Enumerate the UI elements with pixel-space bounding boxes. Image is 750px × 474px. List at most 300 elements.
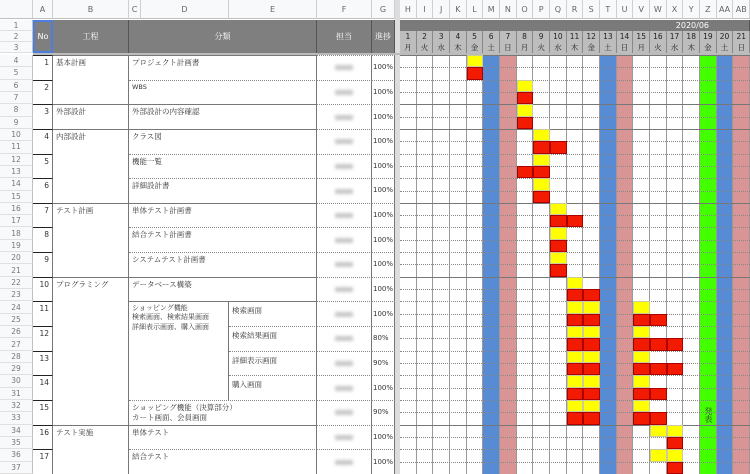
assignee-redacted <box>335 312 353 317</box>
actual-bar <box>533 166 550 178</box>
row-header-14[interactable]: 14 <box>0 178 33 190</box>
row-header-28[interactable]: 28 <box>0 351 33 363</box>
row-header-2[interactable]: 2 <box>0 31 33 42</box>
gantt-row-line <box>400 252 750 253</box>
row-header-17[interactable]: 17 <box>0 215 33 227</box>
gantt-row-mid-line <box>400 191 750 192</box>
day-number: 14 <box>617 31 634 42</box>
corner-cell[interactable] <box>0 0 33 19</box>
column-header-I[interactable]: I <box>417 0 434 19</box>
assignee-cell <box>317 154 372 179</box>
process-cell <box>53 326 129 351</box>
assignee-cell <box>317 449 372 474</box>
row-header-7[interactable]: 7 <box>0 92 33 104</box>
task-no: 12 <box>33 326 53 351</box>
subcategory-cell: 詳細表示画面 <box>229 351 317 376</box>
process-cell <box>53 227 129 252</box>
assignee-cell <box>317 425 372 450</box>
assignee-redacted <box>335 139 353 144</box>
weekday-label: 日 <box>500 42 517 53</box>
assignee-redacted <box>335 336 353 341</box>
gantt-row-line <box>400 203 750 204</box>
row-header-30[interactable]: 30 <box>0 375 33 387</box>
category-cell: クラス図 <box>129 129 317 154</box>
category-cell: システムテスト計画書 <box>129 252 317 277</box>
actual-bar <box>583 388 600 400</box>
assignee-redacted <box>335 435 353 440</box>
plan-bar <box>533 154 550 166</box>
day-number: 12 <box>583 31 600 42</box>
row-header-36[interactable]: 36 <box>0 449 33 461</box>
gantt-row-line <box>400 178 750 179</box>
actual-bar <box>550 215 567 227</box>
weekday-label: 月 <box>517 42 534 53</box>
subcategory-cell: 検索画面 <box>229 301 317 326</box>
header-assignee: 担当 <box>317 20 372 53</box>
gantt-row-mid-line <box>400 240 750 241</box>
task-no: 4 <box>33 129 53 154</box>
plan-bar <box>550 203 567 215</box>
weekday-label: 土 <box>600 42 617 53</box>
assignee-redacted <box>335 287 353 292</box>
plan-bar <box>583 301 600 313</box>
progress-cell: 100% <box>372 55 395 80</box>
day-number: 6 <box>483 31 500 42</box>
column-header-AB[interactable]: AB <box>733 0 750 19</box>
column-header-G[interactable]: G <box>372 0 395 19</box>
actual-bar <box>583 338 600 350</box>
column-header-L[interactable]: L <box>467 0 484 19</box>
header-progress: 進捗 <box>372 20 395 53</box>
assignee-cell <box>317 227 372 252</box>
actual-bar <box>567 388 584 400</box>
weekday-label: 木 <box>683 42 700 53</box>
day-number: 11 <box>567 31 584 42</box>
row-header-8[interactable]: 8 <box>0 104 33 116</box>
column-header-W[interactable]: W <box>650 0 667 19</box>
actual-bar <box>583 314 600 326</box>
progress-cell: 100% <box>372 203 395 228</box>
actual-bar <box>633 363 650 375</box>
task-no: 17 <box>33 449 53 474</box>
progress-cell: 100% <box>372 375 395 400</box>
progress-cell: 100% <box>372 227 395 252</box>
progress-cell: 100% <box>372 449 395 474</box>
assignee-cell <box>317 129 372 154</box>
plan-bar <box>667 449 684 461</box>
gantt-row-line <box>400 449 750 450</box>
day-number: 8 <box>517 31 534 42</box>
task-no: 5 <box>33 154 53 179</box>
actual-bar <box>650 338 667 350</box>
header-category: 分類 <box>129 20 317 53</box>
process-cell: 外部設計 <box>53 104 129 129</box>
category-cell: 結合テスト <box>129 449 317 474</box>
progress-cell: 100% <box>372 104 395 129</box>
day-number: 19 <box>700 31 717 42</box>
plan-bar <box>650 449 667 461</box>
plan-bar <box>583 400 600 412</box>
task-no: 6 <box>33 178 53 203</box>
category-cell: 外部設計の内容確認 <box>129 104 317 129</box>
progress-cell: 100% <box>372 80 395 105</box>
category-cell: 機能一覧 <box>129 154 317 179</box>
process-cell <box>53 375 129 400</box>
subcategory-cell: 検索結果画面 <box>229 326 317 351</box>
actual-bar <box>567 289 584 301</box>
plan-bar <box>633 375 650 387</box>
plan-bar <box>567 301 584 313</box>
actual-bar <box>650 388 667 400</box>
weekday-label: 金 <box>583 42 600 53</box>
actual-bar <box>667 338 684 350</box>
progress-cell: 100% <box>372 154 395 179</box>
assignee-cell <box>317 277 372 302</box>
process-cell <box>53 252 129 277</box>
day-number: 2 <box>417 31 434 42</box>
plan-bar <box>550 252 567 264</box>
row-header-29[interactable]: 29 <box>0 363 33 375</box>
actual-bar <box>633 338 650 350</box>
actual-bar <box>533 191 550 203</box>
assignee-cell <box>317 301 372 326</box>
subcategory-cell: 購入画面 <box>229 375 317 400</box>
column-header-AA[interactable]: AA <box>717 0 734 19</box>
row-header-4[interactable]: 4 <box>0 55 33 67</box>
process-cell <box>53 178 129 203</box>
plan-bar <box>533 129 550 141</box>
progress-cell: 100% <box>372 425 395 450</box>
column-header-M[interactable]: M <box>483 0 500 19</box>
weekday-label: 木 <box>567 42 584 53</box>
header-process: 工程 <box>53 20 129 53</box>
task-no: 8 <box>33 227 53 252</box>
task-no: 7 <box>33 203 53 228</box>
weekday-label: 土 <box>483 42 500 53</box>
actual-bar <box>550 141 567 153</box>
task-no: 1 <box>33 55 53 80</box>
column-header-H[interactable]: H <box>400 0 417 19</box>
day-number: 7 <box>500 31 517 42</box>
column-header-T[interactable]: T <box>600 0 617 19</box>
actual-bar <box>667 363 684 375</box>
day-number: 18 <box>683 31 700 42</box>
day-number: 17 <box>667 31 684 42</box>
plan-bar <box>517 80 534 92</box>
day-number: 21 <box>733 31 750 42</box>
task-no: 13 <box>33 351 53 376</box>
column-header-O[interactable]: O <box>517 0 534 19</box>
actual-bar <box>567 338 584 350</box>
category-cell: 結合テスト計画書 <box>129 227 317 252</box>
actual-bar <box>633 314 650 326</box>
row-header-13[interactable]: 13 <box>0 166 33 178</box>
plan-bar <box>633 400 650 412</box>
progress-cell: 90% <box>372 351 395 376</box>
assignee-cell <box>317 400 372 425</box>
process-cell <box>53 80 129 105</box>
actual-bar <box>550 240 567 252</box>
assignee-cell <box>317 326 372 351</box>
plan-bar <box>517 104 534 116</box>
assignee-redacted <box>335 189 353 194</box>
assignee-cell <box>317 375 372 400</box>
row-header-31[interactable]: 31 <box>0 388 33 400</box>
process-cell: プログラミング <box>53 277 129 302</box>
weekday-label: 火 <box>650 42 667 53</box>
actual-bar <box>650 412 667 424</box>
weekday-label: 火 <box>533 42 550 53</box>
row-header-32[interactable]: 32 <box>0 400 33 412</box>
row-header-20[interactable]: 20 <box>0 252 33 264</box>
column-header-C[interactable]: C <box>129 0 141 19</box>
row-header-10[interactable]: 10 <box>0 129 33 141</box>
assignee-redacted <box>335 213 353 218</box>
category-cell: データベース構築 <box>129 277 317 302</box>
column-header-X[interactable]: X <box>667 0 684 19</box>
progress-cell: 100% <box>372 129 395 154</box>
gantt-row-line <box>400 129 750 130</box>
column-header-Z[interactable]: Z <box>700 0 717 19</box>
row-header-6[interactable]: 6 <box>0 80 33 92</box>
day-number: 10 <box>550 31 567 42</box>
weekday-label: 木 <box>450 42 467 53</box>
actual-bar <box>567 363 584 375</box>
plan-bar <box>567 375 584 387</box>
assignee-redacted <box>335 164 353 169</box>
plan-bar <box>533 178 550 190</box>
column-header-Y[interactable]: Y <box>683 0 700 19</box>
actual-bar <box>583 412 600 424</box>
process-cell: テスト実施 <box>53 425 129 450</box>
gantt-row-mid-line <box>400 437 750 438</box>
progress-cell: 100% <box>372 301 395 326</box>
day-number: 5 <box>467 31 484 42</box>
task-no: 3 <box>33 104 53 129</box>
gantt-row-line <box>400 154 750 155</box>
column-header-B[interactable]: B <box>53 0 129 19</box>
gantt-row-mid-line <box>400 117 750 118</box>
actual-bar <box>517 92 534 104</box>
row-header-35[interactable]: 35 <box>0 437 33 449</box>
day-number: 3 <box>433 31 450 42</box>
column-header-S[interactable]: S <box>583 0 600 19</box>
task-no: 11 <box>33 301 53 326</box>
day-number: 9 <box>533 31 550 42</box>
day-number: 4 <box>450 31 467 42</box>
actual-bar <box>633 412 650 424</box>
day-number: 13 <box>600 31 617 42</box>
progress-cell: 90% <box>372 400 395 425</box>
actual-bar <box>517 117 534 129</box>
category-cell: WBS <box>129 80 317 105</box>
process-cell <box>53 351 129 376</box>
header-month: 2020/06 <box>400 20 750 31</box>
assignee-redacted <box>335 115 353 120</box>
column-header-F[interactable]: F <box>317 0 372 19</box>
assignee-redacted <box>335 361 353 366</box>
task-no: 16 <box>33 425 53 450</box>
column-header-R[interactable]: R <box>567 0 584 19</box>
assignee-cell <box>317 55 372 80</box>
plan-bar <box>583 326 600 338</box>
actual-bar <box>567 314 584 326</box>
row-header-12[interactable]: 12 <box>0 154 33 166</box>
row-header-11[interactable]: 11 <box>0 141 33 153</box>
weekday-label: 金 <box>467 42 484 53</box>
plan-bar <box>667 425 684 437</box>
row-header-24[interactable]: 24 <box>0 301 33 313</box>
weekday-label: 金 <box>700 42 717 53</box>
day-number: 1 <box>400 31 417 42</box>
process-cell <box>53 301 129 326</box>
column-header-V[interactable]: V <box>633 0 650 19</box>
weekday-label: 水 <box>667 42 684 53</box>
column-header-N[interactable]: N <box>500 0 517 19</box>
column-header-K[interactable]: K <box>450 0 467 19</box>
weekday-label: 土 <box>717 42 734 53</box>
process-cell: テスト計画 <box>53 203 129 228</box>
row-header-27[interactable]: 27 <box>0 338 33 350</box>
row-header-16[interactable]: 16 <box>0 203 33 215</box>
column-header-Q[interactable]: Q <box>550 0 567 19</box>
assignee-redacted <box>335 460 353 465</box>
actual-bar <box>517 166 534 178</box>
actual-bar <box>533 141 550 153</box>
row-header-23[interactable]: 23 <box>0 289 33 301</box>
process-cell: 基本計画 <box>53 55 129 80</box>
task-no: 10 <box>33 277 53 302</box>
assignee-cell <box>317 252 372 277</box>
plan-bar <box>567 351 584 363</box>
column-header-A[interactable]: A <box>33 0 53 19</box>
weekday-label: 月 <box>400 42 417 53</box>
plan-bar <box>633 326 650 338</box>
actual-bar <box>583 289 600 301</box>
event-label: 発表 <box>703 406 713 423</box>
actual-bar <box>650 314 667 326</box>
progress-cell: 80% <box>372 326 395 351</box>
column-header-D[interactable]: D <box>141 0 229 19</box>
row-header-26[interactable]: 26 <box>0 326 33 338</box>
actual-bar <box>650 363 667 375</box>
process-cell <box>53 154 129 179</box>
category-cell: ショッピング機能（決算部分） カート画面、会員画面 <box>129 400 317 425</box>
actual-bar <box>567 412 584 424</box>
plan-bar <box>567 400 584 412</box>
plan-bar <box>633 351 650 363</box>
row-header-25[interactable]: 25 <box>0 314 33 326</box>
row-header-3[interactable]: 3 <box>0 42 33 53</box>
plan-bar <box>467 55 484 67</box>
assignee-cell <box>317 178 372 203</box>
process-cell <box>53 449 129 474</box>
actual-bar <box>467 67 484 79</box>
actual-bar <box>667 462 684 474</box>
weekday-label: 水 <box>550 42 567 53</box>
weekday-label: 日 <box>733 42 750 53</box>
gantt-row-mid-line <box>400 67 750 68</box>
assignee-cell <box>317 351 372 376</box>
row-header-19[interactable]: 19 <box>0 240 33 252</box>
plan-bar <box>567 277 584 289</box>
gantt-row-mid-line <box>400 141 750 142</box>
task-no: 14 <box>33 375 53 400</box>
assignee-redacted <box>335 65 353 70</box>
actual-bar <box>583 363 600 375</box>
category-cell: 詳細設計書 <box>129 178 317 203</box>
process-cell <box>53 400 129 425</box>
actual-bar <box>633 388 650 400</box>
row-header-33[interactable]: 33 <box>0 412 33 424</box>
row-header-9[interactable]: 9 <box>0 117 33 129</box>
column-header-E[interactable]: E <box>229 0 317 19</box>
header-no[interactable]: No <box>33 20 53 53</box>
weekday-label: 火 <box>417 42 434 53</box>
plan-bar <box>633 301 650 313</box>
assignee-redacted <box>335 262 353 267</box>
assignee-redacted <box>335 90 353 95</box>
row-header-1[interactable]: 1 <box>0 20 33 31</box>
task-no: 15 <box>33 400 53 425</box>
plan-bar <box>583 375 600 387</box>
gantt-row-mid-line <box>400 462 750 463</box>
assignee-redacted <box>335 386 353 391</box>
gantt-row-mid-line <box>400 92 750 93</box>
category-cell: 単体テスト計画書 <box>129 203 317 228</box>
column-header-P[interactable]: P <box>533 0 550 19</box>
gantt-row-line <box>400 55 750 56</box>
column-header-J[interactable]: J <box>433 0 450 19</box>
row-header-5[interactable]: 5 <box>0 67 33 79</box>
row-header-18[interactable]: 18 <box>0 227 33 239</box>
day-number: 20 <box>717 31 734 42</box>
assignee-cell <box>317 80 372 105</box>
column-header-U[interactable]: U <box>617 0 634 19</box>
actual-bar <box>550 264 567 276</box>
progress-cell: 100% <box>372 277 395 302</box>
row-header-21[interactable]: 21 <box>0 264 33 276</box>
assignee-redacted <box>335 238 353 243</box>
plan-bar <box>567 326 584 338</box>
gantt-row-line <box>400 227 750 228</box>
progress-cell: 100% <box>372 178 395 203</box>
weekday-label: 月 <box>633 42 650 53</box>
plan-bar <box>650 425 667 437</box>
task-no: 9 <box>33 252 53 277</box>
gantt-row-mid-line <box>400 264 750 265</box>
process-cell: 内部設計 <box>53 129 129 154</box>
assignee-cell <box>317 104 372 129</box>
gantt-row-mid-line <box>400 166 750 167</box>
category-cell: ショッピング機能 検索画面、検索結果画面 詳細表示画面、購入画面 <box>129 301 229 400</box>
gantt-row-line <box>400 80 750 81</box>
row-header-34[interactable]: 34 <box>0 425 33 437</box>
task-no: 2 <box>33 80 53 105</box>
row-header-37[interactable]: 37 <box>0 462 33 474</box>
gantt-row-line <box>400 425 750 426</box>
day-number: 16 <box>650 31 667 42</box>
actual-bar <box>667 437 684 449</box>
row-header-22[interactable]: 22 <box>0 277 33 289</box>
actual-bar <box>567 215 584 227</box>
day-number: 15 <box>633 31 650 42</box>
plan-bar <box>550 227 567 239</box>
plan-bar <box>583 351 600 363</box>
category-cell: 単体テスト <box>129 425 317 450</box>
row-header-15[interactable]: 15 <box>0 191 33 203</box>
weekday-label: 日 <box>617 42 634 53</box>
